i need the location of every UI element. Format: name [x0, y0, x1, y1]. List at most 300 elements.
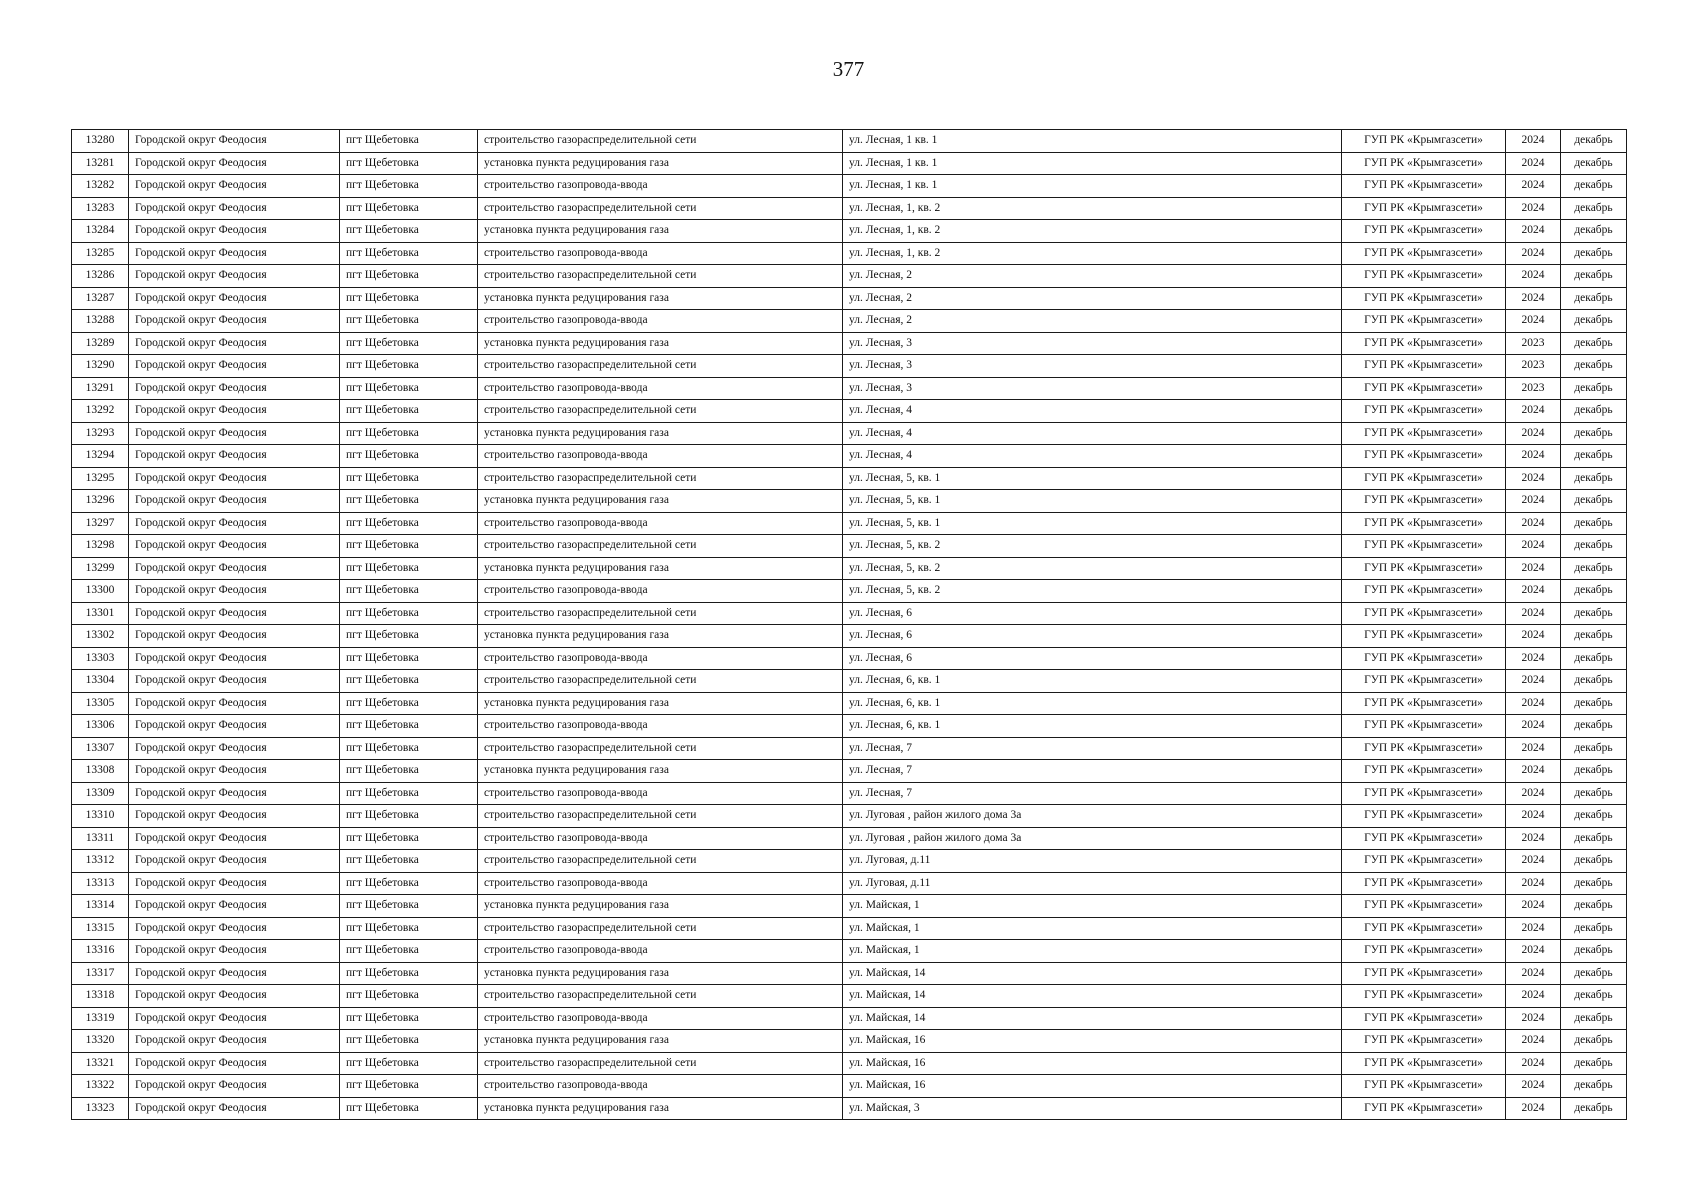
- cell-number: 13295: [72, 467, 129, 490]
- cell-address: ул. Лесная, 1, кв. 2: [843, 242, 1342, 265]
- cell-year: 2024: [1506, 625, 1561, 648]
- table-row: [72, 715, 1627, 738]
- cell-year: 2023: [1506, 332, 1561, 355]
- cell-district: Городской округ Феодосия: [129, 287, 340, 310]
- cell-locality: пгт Щебетовка: [340, 355, 478, 378]
- cell-organization: ГУП РК «Крымгазсети»: [1342, 445, 1506, 468]
- cell-address: ул. Луговая, д.11: [843, 850, 1342, 873]
- cell-address: ул. Лесная, 5, кв. 1: [843, 512, 1342, 535]
- cell-year: 2024: [1506, 940, 1561, 963]
- cell-locality: пгт Щебетовка: [340, 737, 478, 760]
- cell-number: 13310: [72, 805, 129, 828]
- cell-year: 2024: [1506, 557, 1561, 580]
- cell-district: Городской округ Феодосия: [129, 535, 340, 558]
- table-row: [72, 827, 1627, 850]
- cell-locality: пгт Щебетовка: [340, 557, 478, 580]
- table-row: [72, 445, 1627, 468]
- cell-number: 13306: [72, 715, 129, 738]
- cell-month: декабрь: [1561, 1075, 1627, 1098]
- cell-year: 2024: [1506, 1075, 1561, 1098]
- cell-organization: ГУП РК «Крымгазсети»: [1342, 265, 1506, 288]
- cell-organization: ГУП РК «Крымгазсети»: [1342, 467, 1506, 490]
- cell-year: 2024: [1506, 872, 1561, 895]
- cell-organization: ГУП РК «Крымгазсети»: [1342, 332, 1506, 355]
- cell-district: Городской округ Феодосия: [129, 872, 340, 895]
- cell-address: ул. Лесная, 2: [843, 287, 1342, 310]
- cell-year: 2024: [1506, 647, 1561, 670]
- cell-organization: ГУП РК «Крымгазсети»: [1342, 625, 1506, 648]
- table-row: [72, 805, 1627, 828]
- cell-year: 2024: [1506, 152, 1561, 175]
- table-row: [72, 1007, 1627, 1030]
- cell-address: ул. Майская, 1: [843, 895, 1342, 918]
- cell-district: Городской округ Феодосия: [129, 962, 340, 985]
- cell-year: 2024: [1506, 1097, 1561, 1120]
- cell-number: 13281: [72, 152, 129, 175]
- cell-month: декабрь: [1561, 782, 1627, 805]
- cell-work-type: строительство газораспределительной сети: [478, 917, 843, 940]
- cell-number: 13301: [72, 602, 129, 625]
- cell-work-type: установка пункта редуцирования газа: [478, 220, 843, 243]
- cell-work-type: установка пункта редуцирования газа: [478, 760, 843, 783]
- cell-number: 13318: [72, 985, 129, 1008]
- table-row: [72, 422, 1627, 445]
- table-row: [72, 332, 1627, 355]
- cell-number: 13284: [72, 220, 129, 243]
- cell-address: ул. Майская, 1: [843, 917, 1342, 940]
- cell-district: Городской округ Феодосия: [129, 737, 340, 760]
- cell-month: декабрь: [1561, 1097, 1627, 1120]
- cell-month: декабрь: [1561, 355, 1627, 378]
- cell-locality: пгт Щебетовка: [340, 535, 478, 558]
- cell-district: Городской округ Феодосия: [129, 242, 340, 265]
- cell-work-type: строительство газораспределительной сети: [478, 1052, 843, 1075]
- cell-organization: ГУП РК «Крымгазсети»: [1342, 782, 1506, 805]
- cell-work-type: строительство газораспределительной сети: [478, 535, 843, 558]
- cell-number: 13283: [72, 197, 129, 220]
- cell-organization: ГУП РК «Крымгазсети»: [1342, 1052, 1506, 1075]
- cell-district: Городской округ Феодосия: [129, 625, 340, 648]
- table-row: [72, 535, 1627, 558]
- cell-address: ул. Лесная, 1 кв. 1: [843, 175, 1342, 198]
- cell-work-type: установка пункта редуцирования газа: [478, 1097, 843, 1120]
- cell-work-type: строительство газораспределительной сети: [478, 985, 843, 1008]
- cell-address: ул. Лесная, 5, кв. 2: [843, 580, 1342, 603]
- table-row: [72, 512, 1627, 535]
- cell-locality: пгт Щебетовка: [340, 895, 478, 918]
- cell-number: 13314: [72, 895, 129, 918]
- cell-locality: пгт Щебетовка: [340, 400, 478, 423]
- cell-district: Городской округ Феодосия: [129, 400, 340, 423]
- cell-work-type: строительство газопровода-ввода: [478, 445, 843, 468]
- cell-organization: ГУП РК «Крымгазсети»: [1342, 805, 1506, 828]
- cell-work-type: строительство газораспределительной сети: [478, 602, 843, 625]
- cell-year: 2024: [1506, 422, 1561, 445]
- cell-work-type: строительство газопровода-ввода: [478, 782, 843, 805]
- cell-number: 13303: [72, 647, 129, 670]
- cell-organization: ГУП РК «Крымгазсети»: [1342, 1097, 1506, 1120]
- cell-address: ул. Лесная, 6: [843, 625, 1342, 648]
- cell-work-type: установка пункта редуцирования газа: [478, 692, 843, 715]
- cell-month: декабрь: [1561, 377, 1627, 400]
- cell-address: ул. Лесная, 7: [843, 782, 1342, 805]
- cell-address: ул. Лесная, 1, кв. 2: [843, 197, 1342, 220]
- table-row: [72, 400, 1627, 423]
- table-row: [72, 1052, 1627, 1075]
- cell-address: ул. Майская, 14: [843, 985, 1342, 1008]
- cell-address: ул. Майская, 16: [843, 1075, 1342, 1098]
- cell-work-type: строительство газопровода-ввода: [478, 647, 843, 670]
- cell-number: 13290: [72, 355, 129, 378]
- cell-work-type: строительство газораспределительной сети: [478, 805, 843, 828]
- cell-organization: ГУП РК «Крымгазсети»: [1342, 535, 1506, 558]
- cell-month: декабрь: [1561, 760, 1627, 783]
- cell-locality: пгт Щебетовка: [340, 602, 478, 625]
- cell-work-type: строительство газораспределительной сети: [478, 197, 843, 220]
- cell-locality: пгт Щебетовка: [340, 805, 478, 828]
- cell-number: 13297: [72, 512, 129, 535]
- cell-organization: ГУП РК «Крымгазсети»: [1342, 175, 1506, 198]
- cell-address: ул. Майская, 3: [843, 1097, 1342, 1120]
- cell-year: 2024: [1506, 985, 1561, 1008]
- cell-locality: пгт Щебетовка: [340, 670, 478, 693]
- cell-month: декабрь: [1561, 310, 1627, 333]
- cell-year: 2024: [1506, 287, 1561, 310]
- cell-number: 13299: [72, 557, 129, 580]
- table-row: [72, 940, 1627, 963]
- cell-month: декабрь: [1561, 242, 1627, 265]
- page-number: 377: [832, 57, 865, 81]
- table-body: [72, 130, 1627, 1120]
- cell-district: Городской округ Феодосия: [129, 692, 340, 715]
- cell-work-type: строительство газопровода-ввода: [478, 872, 843, 895]
- cell-organization: ГУП РК «Крымгазсети»: [1342, 400, 1506, 423]
- cell-district: Городской округ Феодосия: [129, 265, 340, 288]
- cell-address: ул. Лесная, 6: [843, 647, 1342, 670]
- cell-address: ул. Лесная, 2: [843, 310, 1342, 333]
- cell-locality: пгт Щебетовка: [340, 445, 478, 468]
- cell-work-type: установка пункта редуцирования газа: [478, 332, 843, 355]
- cell-number: 13311: [72, 827, 129, 850]
- cell-work-type: установка пункта редуцирования газа: [478, 625, 843, 648]
- cell-number: 13289: [72, 332, 129, 355]
- cell-organization: ГУП РК «Крымгазсети»: [1342, 647, 1506, 670]
- table-row: [72, 850, 1627, 873]
- cell-address: ул. Лесная, 4: [843, 445, 1342, 468]
- table-row: [72, 310, 1627, 333]
- cell-district: Городской округ Феодосия: [129, 512, 340, 535]
- cell-number: 13316: [72, 940, 129, 963]
- cell-work-type: строительство газопровода-ввода: [478, 242, 843, 265]
- cell-address: ул. Лесная, 2: [843, 265, 1342, 288]
- cell-district: Городской округ Феодосия: [129, 940, 340, 963]
- cell-district: Городской округ Феодосия: [129, 1007, 340, 1030]
- cell-number: 13312: [72, 850, 129, 873]
- cell-number: 13322: [72, 1075, 129, 1098]
- cell-month: декабрь: [1561, 557, 1627, 580]
- cell-month: декабрь: [1561, 692, 1627, 715]
- cell-month: декабрь: [1561, 467, 1627, 490]
- cell-work-type: строительство газопровода-ввода: [478, 580, 843, 603]
- cell-address: ул. Лесная, 6, кв. 1: [843, 715, 1342, 738]
- table-row: [72, 602, 1627, 625]
- cell-district: Городской округ Феодосия: [129, 985, 340, 1008]
- cell-address: ул. Лесная, 3: [843, 355, 1342, 378]
- cell-work-type: строительство газораспределительной сети: [478, 265, 843, 288]
- cell-month: декабрь: [1561, 580, 1627, 603]
- table-row: [72, 557, 1627, 580]
- cell-number: 13287: [72, 287, 129, 310]
- cell-locality: пгт Щебетовка: [340, 782, 478, 805]
- cell-year: 2024: [1506, 760, 1561, 783]
- cell-year: 2024: [1506, 1030, 1561, 1053]
- cell-month: декабрь: [1561, 445, 1627, 468]
- cell-year: 2024: [1506, 467, 1561, 490]
- cell-district: Городской округ Феодосия: [129, 782, 340, 805]
- cell-year: 2024: [1506, 220, 1561, 243]
- cell-locality: пгт Щебетовка: [340, 220, 478, 243]
- cell-locality: пгт Щебетовка: [340, 715, 478, 738]
- table-row: [72, 580, 1627, 603]
- table-row: [72, 1030, 1627, 1053]
- cell-year: 2024: [1506, 782, 1561, 805]
- cell-address: ул. Лесная, 1 кв. 1: [843, 152, 1342, 175]
- cell-year: 2024: [1506, 917, 1561, 940]
- cell-work-type: установка пункта редуцирования газа: [478, 422, 843, 445]
- cell-address: ул. Лесная, 5, кв. 2: [843, 535, 1342, 558]
- cell-locality: пгт Щебетовка: [340, 490, 478, 513]
- cell-organization: ГУП РК «Крымгазсети»: [1342, 220, 1506, 243]
- cell-locality: пгт Щебетовка: [340, 850, 478, 873]
- cell-month: декабрь: [1561, 287, 1627, 310]
- table-row: [72, 1075, 1627, 1098]
- table-row: [72, 962, 1627, 985]
- cell-locality: пгт Щебетовка: [340, 422, 478, 445]
- table-row: [72, 152, 1627, 175]
- cell-district: Городской округ Феодосия: [129, 557, 340, 580]
- cell-locality: пгт Щебетовка: [340, 1030, 478, 1053]
- cell-locality: пгт Щебетовка: [340, 377, 478, 400]
- cell-number: 13292: [72, 400, 129, 423]
- table-row: [72, 872, 1627, 895]
- table-row: [72, 895, 1627, 918]
- cell-address: ул. Лесная, 7: [843, 760, 1342, 783]
- cell-month: декабрь: [1561, 512, 1627, 535]
- cell-locality: пгт Щебетовка: [340, 872, 478, 895]
- cell-year: 2024: [1506, 175, 1561, 198]
- cell-address: ул. Луговая, д.11: [843, 872, 1342, 895]
- table-row: [72, 265, 1627, 288]
- table-row: [72, 917, 1627, 940]
- cell-organization: ГУП РК «Крымгазсети»: [1342, 692, 1506, 715]
- cell-work-type: строительство газопровода-ввода: [478, 715, 843, 738]
- table-row: [72, 287, 1627, 310]
- cell-work-type: строительство газораспределительной сети: [478, 737, 843, 760]
- cell-month: декабрь: [1561, 332, 1627, 355]
- cell-organization: ГУП РК «Крымгазсети»: [1342, 152, 1506, 175]
- table-row: [72, 490, 1627, 513]
- cell-locality: пгт Щебетовка: [340, 917, 478, 940]
- cell-address: ул. Лесная, 1, кв. 2: [843, 220, 1342, 243]
- cell-number: 13315: [72, 917, 129, 940]
- cell-locality: пгт Щебетовка: [340, 985, 478, 1008]
- cell-year: 2024: [1506, 535, 1561, 558]
- cell-month: декабрь: [1561, 1007, 1627, 1030]
- cell-locality: пгт Щебетовка: [340, 962, 478, 985]
- cell-organization: ГУП РК «Крымгазсети»: [1342, 715, 1506, 738]
- cell-organization: ГУП РК «Крымгазсети»: [1342, 422, 1506, 445]
- cell-number: 13309: [72, 782, 129, 805]
- cell-district: Городской округ Феодосия: [129, 175, 340, 198]
- cell-organization: ГУП РК «Крымгазсети»: [1342, 130, 1506, 153]
- table-row: [72, 467, 1627, 490]
- cell-work-type: установка пункта редуцирования газа: [478, 557, 843, 580]
- cell-month: декабрь: [1561, 940, 1627, 963]
- cell-district: Городской округ Феодосия: [129, 310, 340, 333]
- cell-work-type: установка пункта редуцирования газа: [478, 962, 843, 985]
- cell-locality: пгт Щебетовка: [340, 760, 478, 783]
- table-row: [72, 692, 1627, 715]
- cell-year: 2024: [1506, 580, 1561, 603]
- cell-year: 2024: [1506, 850, 1561, 873]
- cell-district: Городской округ Феодосия: [129, 197, 340, 220]
- cell-address: ул. Лесная, 6: [843, 602, 1342, 625]
- cell-organization: ГУП РК «Крымгазсети»: [1342, 1007, 1506, 1030]
- cell-locality: пгт Щебетовка: [340, 512, 478, 535]
- cell-district: Городской округ Феодосия: [129, 805, 340, 828]
- cell-number: 13319: [72, 1007, 129, 1030]
- cell-locality: пгт Щебетовка: [340, 265, 478, 288]
- table-row: [72, 355, 1627, 378]
- cell-number: 13305: [72, 692, 129, 715]
- cell-year: 2024: [1506, 1052, 1561, 1075]
- cell-locality: пгт Щебетовка: [340, 130, 478, 153]
- cell-district: Городской округ Феодосия: [129, 422, 340, 445]
- cell-locality: пгт Щебетовка: [340, 1007, 478, 1030]
- cell-locality: пгт Щебетовка: [340, 1075, 478, 1098]
- cell-locality: пгт Щебетовка: [340, 827, 478, 850]
- cell-organization: ГУП РК «Крымгазсети»: [1342, 827, 1506, 850]
- cell-work-type: строительство газопровода-ввода: [478, 1075, 843, 1098]
- cell-district: Городской округ Феодосия: [129, 670, 340, 693]
- table-row: [72, 625, 1627, 648]
- table-row: [72, 985, 1627, 1008]
- cell-year: 2023: [1506, 377, 1561, 400]
- cell-district: Городской округ Феодосия: [129, 152, 340, 175]
- cell-number: 13321: [72, 1052, 129, 1075]
- table-row: [72, 782, 1627, 805]
- cell-month: декабрь: [1561, 1030, 1627, 1053]
- cell-organization: ГУП РК «Крымгазсети»: [1342, 940, 1506, 963]
- cell-organization: ГУП РК «Крымгазсети»: [1342, 490, 1506, 513]
- cell-month: декабрь: [1561, 715, 1627, 738]
- cell-organization: ГУП РК «Крымгазсети»: [1342, 737, 1506, 760]
- cell-month: декабрь: [1561, 152, 1627, 175]
- cell-address: ул. Лесная, 7: [843, 737, 1342, 760]
- cell-district: Городской округ Феодосия: [129, 850, 340, 873]
- cell-month: декабрь: [1561, 197, 1627, 220]
- cell-address: ул. Лесная, 5, кв. 2: [843, 557, 1342, 580]
- cell-work-type: установка пункта редуцирования газа: [478, 152, 843, 175]
- cell-year: 2024: [1506, 692, 1561, 715]
- cell-address: ул. Лесная, 6, кв. 1: [843, 692, 1342, 715]
- table-row: [72, 220, 1627, 243]
- table-row: [72, 242, 1627, 265]
- cell-work-type: строительство газопровода-ввода: [478, 310, 843, 333]
- cell-district: Городской округ Феодосия: [129, 1052, 340, 1075]
- cell-month: декабрь: [1561, 737, 1627, 760]
- cell-month: декабрь: [1561, 1052, 1627, 1075]
- cell-work-type: строительство газораспределительной сети: [478, 355, 843, 378]
- cell-locality: пгт Щебетовка: [340, 1052, 478, 1075]
- cell-month: декабрь: [1561, 130, 1627, 153]
- cell-organization: ГУП РК «Крымгазсети»: [1342, 310, 1506, 333]
- cell-locality: пгт Щебетовка: [340, 625, 478, 648]
- cell-organization: ГУП РК «Крымгазсети»: [1342, 197, 1506, 220]
- cell-organization: ГУП РК «Крымгазсети»: [1342, 1075, 1506, 1098]
- cell-organization: ГУП РК «Крымгазсети»: [1342, 580, 1506, 603]
- cell-address: ул. Майская, 1: [843, 940, 1342, 963]
- cell-organization: ГУП РК «Крымгазсети»: [1342, 850, 1506, 873]
- cell-month: декабрь: [1561, 850, 1627, 873]
- cell-organization: ГУП РК «Крымгазсети»: [1342, 557, 1506, 580]
- cell-month: декабрь: [1561, 917, 1627, 940]
- cell-number: 13323: [72, 1097, 129, 1120]
- cell-number: 13285: [72, 242, 129, 265]
- cell-number: 13304: [72, 670, 129, 693]
- cell-number: 13282: [72, 175, 129, 198]
- cell-organization: ГУП РК «Крымгазсети»: [1342, 760, 1506, 783]
- cell-district: Городской округ Феодосия: [129, 917, 340, 940]
- cell-organization: ГУП РК «Крымгазсети»: [1342, 377, 1506, 400]
- cell-district: Городской округ Феодосия: [129, 467, 340, 490]
- table-row: [72, 197, 1627, 220]
- cell-district: Городской округ Феодосия: [129, 647, 340, 670]
- cell-address: ул. Майская, 14: [843, 1007, 1342, 1030]
- cell-year: 2024: [1506, 242, 1561, 265]
- cell-address: ул. Лесная, 4: [843, 400, 1342, 423]
- cell-locality: пгт Щебетовка: [340, 310, 478, 333]
- cell-locality: пгт Щебетовка: [340, 197, 478, 220]
- cell-month: декабрь: [1561, 265, 1627, 288]
- cell-year: 2024: [1506, 445, 1561, 468]
- cell-month: декабрь: [1561, 647, 1627, 670]
- cell-organization: ГУП РК «Крымгазсети»: [1342, 242, 1506, 265]
- cell-year: 2024: [1506, 197, 1561, 220]
- cell-year: 2024: [1506, 805, 1561, 828]
- cell-month: декабрь: [1561, 670, 1627, 693]
- cell-work-type: строительство газопровода-ввода: [478, 1007, 843, 1030]
- cell-month: декабрь: [1561, 490, 1627, 513]
- cell-work-type: строительство газопровода-ввода: [478, 377, 843, 400]
- cell-district: Городской округ Феодосия: [129, 130, 340, 153]
- table-row: [72, 760, 1627, 783]
- cell-month: декабрь: [1561, 625, 1627, 648]
- cell-district: Городской округ Феодосия: [129, 1097, 340, 1120]
- cell-work-type: строительство газораспределительной сети: [478, 850, 843, 873]
- cell-number: 13280: [72, 130, 129, 153]
- cell-work-type: строительство газопровода-ввода: [478, 827, 843, 850]
- cell-month: декабрь: [1561, 220, 1627, 243]
- cell-district: Городской округ Феодосия: [129, 220, 340, 243]
- cell-organization: ГУП РК «Крымгазсети»: [1342, 512, 1506, 535]
- cell-address: ул. Лесная, 5, кв. 1: [843, 467, 1342, 490]
- cell-locality: пгт Щебетовка: [340, 580, 478, 603]
- cell-month: декабрь: [1561, 535, 1627, 558]
- cell-district: Городской округ Феодосия: [129, 602, 340, 625]
- cell-year: 2024: [1506, 512, 1561, 535]
- cell-number: 13291: [72, 377, 129, 400]
